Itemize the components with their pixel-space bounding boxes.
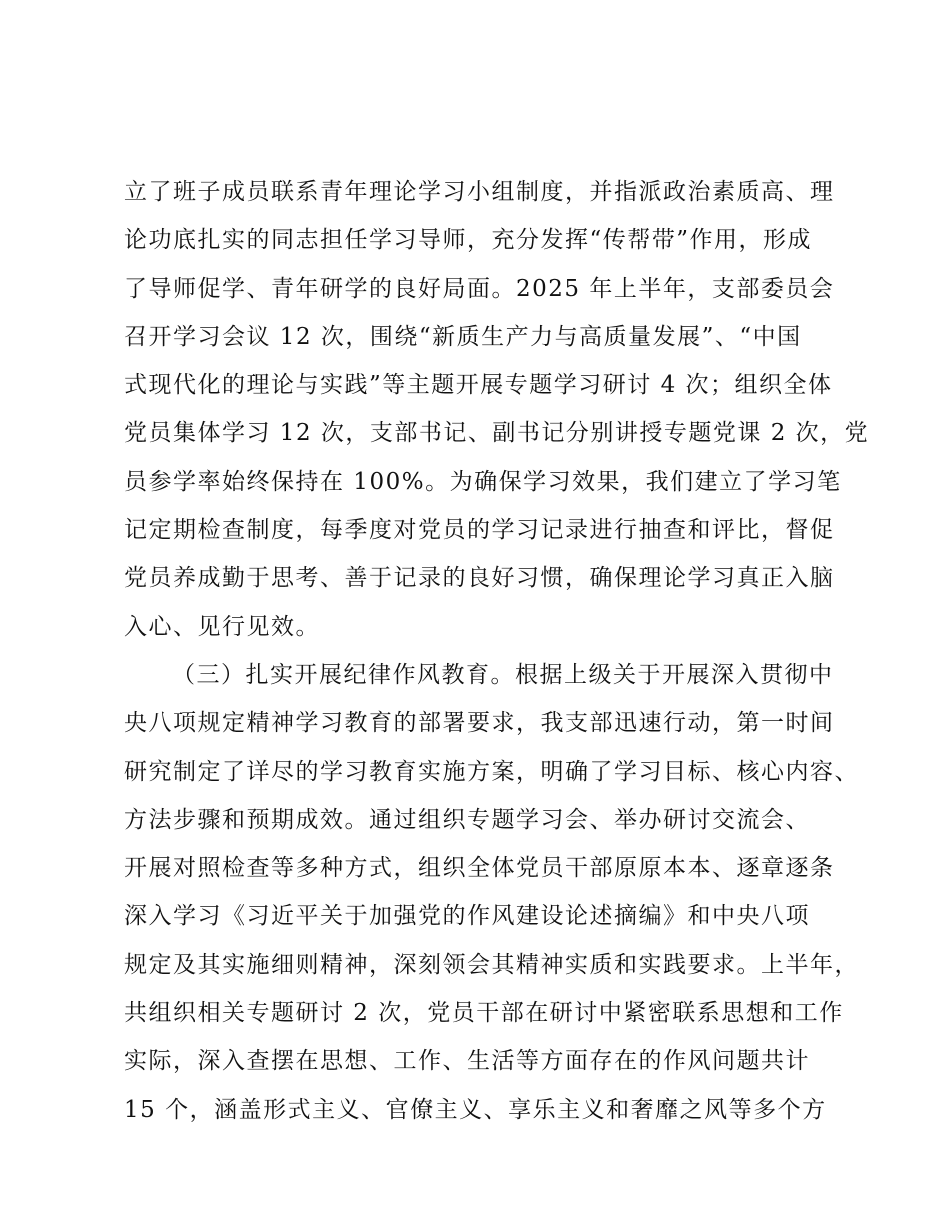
text-line: 央八项规定精神学习教育的部署要求，我支部迅速行动，第一时间 — [124, 710, 835, 737]
text-line: 研究制定了详尽的学习教育实施方案，明确了学习目标、核心内容、 — [124, 758, 859, 785]
text-line: 入心、见行见效。 — [124, 613, 320, 640]
text-line: 了导师促学、青年研学的良好局面。2025 年上半年，支部委员会 — [124, 275, 835, 302]
paragraph-discipline-education — [124, 651, 859, 1134]
text-line: 召开学习会议 12 次，围绕“新质生产力与高质量发展”、“中国 — [124, 323, 802, 350]
text-line: 式现代化的理论与实践”等主题开展专题学习研讨 4 次；组织全体 — [124, 372, 833, 399]
text-line: 员参学率始终保持在 100%。为确保学习效果，我们建立了学习笔 — [124, 468, 842, 495]
text-line: 深入学习《习近平关于加强党的作风建设论述摘编》和中央八项 — [124, 903, 810, 930]
paragraph-study-system — [124, 168, 870, 651]
text-line: 立了班子成员联系青年理论学习小组制度，并指派政治素质高、理 — [124, 179, 835, 205]
text-line: 记定期检查制度，每季度对党员的学习记录进行抽查和评比，督促 — [124, 517, 835, 544]
text-line: 党员养成勤于思考、善于记录的良好习惯，确保理论学习真正入脑 — [124, 565, 835, 592]
text-line: 15 个，涵盖形式主义、官僚主义、享乐主义和奢靡之风等多个方 — [124, 1096, 827, 1123]
text-line: 方法步骤和预期成效。通过组织专题学习会、举办研讨交流会、 — [124, 806, 810, 833]
document-body — [124, 168, 870, 1134]
section-heading-line: （三）扎实开展纪律作风教育。根据上级关于开展深入贯彻中 — [172, 661, 834, 688]
text-line: 共组织相关专题研讨 2 次，党员干部在研讨中紧密联系思想和工作 — [124, 1000, 844, 1027]
text-line: 党员集体学习 12 次，支部书记、副书记分别讲授专题党课 2 次，党 — [124, 420, 870, 447]
text-line: 规定及其实施细则精神，深刻领会其精神实质和实践要求。上半年， — [124, 951, 859, 978]
text-line: 论功底扎实的同志担任学习导师，充分发挥“传帮带”作用，形成 — [124, 227, 813, 254]
text-line: 实际，深入查摆在思想、工作、生活等方面存在的作风问题共计 — [124, 1048, 810, 1075]
text-line: 开展对照检查等多种方式，组织全体党员干部原原本本、逐章逐条 — [124, 855, 835, 882]
